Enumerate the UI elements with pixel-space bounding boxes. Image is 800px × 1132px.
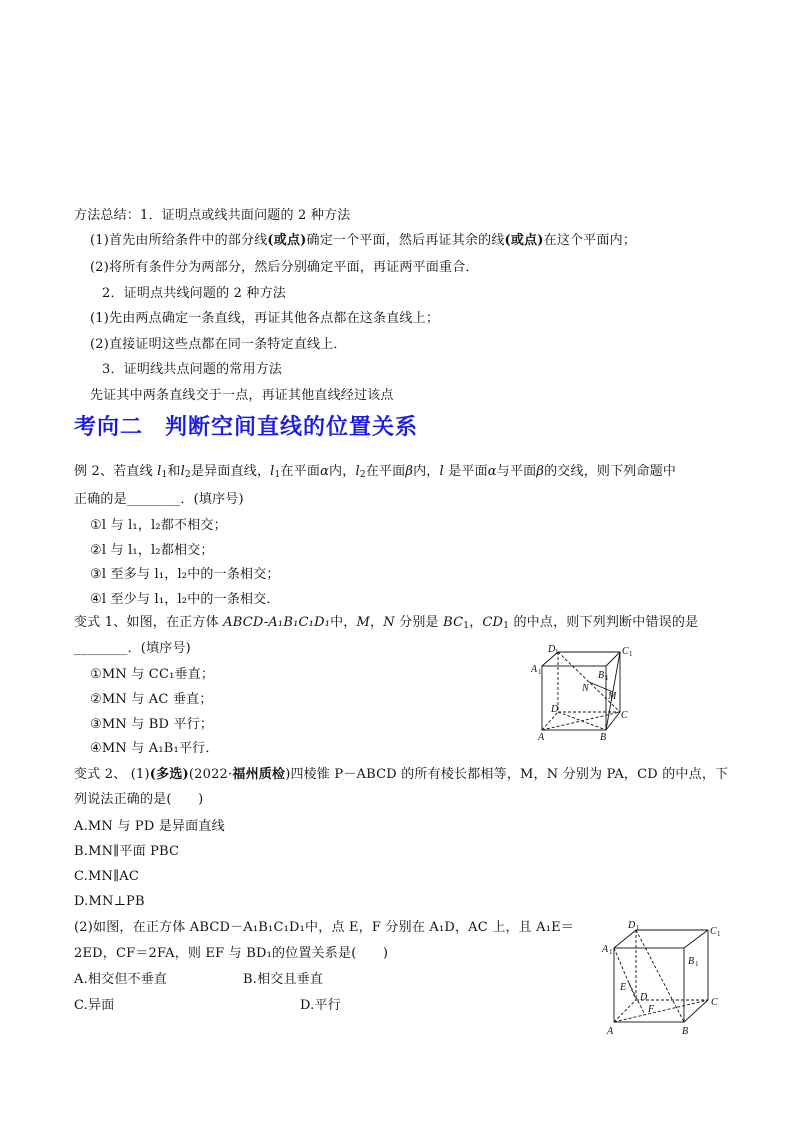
variant1-option1: ①MN 与 CC₁垂直； — [90, 667, 215, 682]
fig1-sub-A1: 1 — [538, 668, 542, 676]
variant2-q2-optionB: B.相交且垂直 — [243, 972, 324, 987]
variant1-option2: ②MN 与 AC 垂直； — [90, 692, 213, 707]
summary-point2-1: (1)先由两点确定一条直线，再证其他各点都在这条直线上； — [90, 311, 440, 326]
fig2-sub-D1: 1 — [636, 924, 640, 932]
fig2-label-E: E — [620, 982, 627, 993]
cube-figure-2 — [598, 914, 732, 1038]
variant2-q2-optionA: A.相交但不垂直 — [74, 972, 168, 987]
section-heading — [74, 414, 440, 442]
fig1-label-D1: D — [548, 644, 556, 655]
fig1-label-C: C — [621, 710, 628, 721]
fig1-label-C1: C — [622, 646, 629, 657]
fig2-label-C: C — [711, 997, 718, 1008]
summary-point3-1: 先证其中两条直线交于一点，再证其他直线经过该点 — [90, 388, 394, 403]
variant2-optionA: A.MN 与 PD 是异面直线 — [74, 819, 225, 834]
variant2-q2-line2: 2ED，CF＝2FA，则 EF 与 BD₁的位置关系是( ) — [74, 946, 389, 961]
section-title: 判断空间直线的位置关系 — [165, 415, 419, 440]
cube-figure-1 — [528, 642, 638, 744]
section-number: 考向二 — [74, 415, 144, 440]
variant2-line1: 变式 2、 (1)(多选)(2022·福州质检)四棱锥 P－ABCD 的所有棱长都相等，M，N 分别为 PA，CD 的中点，下 — [74, 767, 729, 782]
variant2-optionC: C.MN∥AC — [74, 869, 140, 884]
fig2-label-A: A — [607, 1026, 614, 1037]
summary-point2: 2．证明点共线问题的 2 种方法 — [102, 286, 287, 301]
fig1-label-A: A — [538, 732, 545, 743]
variant1-option4: ④MN 与 A₁B₁平行． — [90, 741, 219, 756]
fig1-sub-C1: 1 — [629, 650, 633, 658]
fig2-label-F: F — [648, 1004, 655, 1015]
summary-point2-2: (2)直接证明这些点都在同一条特定直线上． — [90, 337, 347, 352]
variant2-optionB: B.MN∥平面 PBC — [74, 844, 180, 859]
fig1-sub-D1: 1 — [555, 648, 559, 656]
fig1-label-B1: B — [598, 670, 605, 681]
fig2-sub-B1: 1 — [695, 960, 699, 968]
fig2-label-B: B — [682, 1026, 689, 1037]
example2-line1: 例 2、若直线 $l_1$和$l_2$是异面直线，$l_1$在平面α内，$l_2$在平面β内，l 是平面α与平面β的交线，则下列命题中 — [74, 464, 677, 480]
variant2-q2-line1: (2)如图，在正方体 ABCD－A₁B₁C₁D₁中，点 E，F 分别在 A₁D，AC 上，且 A₁E＝ — [74, 920, 575, 935]
example2-option2: ②l 与 l₁，l₂都相交； — [90, 543, 214, 558]
example2-option3: ③l 至多与 l₁，l₂中的一条相交； — [90, 567, 280, 582]
fig1-label-N: N — [582, 683, 589, 694]
variant2-q2-optionD: D.平行 — [300, 998, 341, 1013]
variant2-q2-optionC: C.异面 — [74, 998, 115, 1013]
example2-option4: ④l 至少与 l₁，l₂中的一条相交． — [90, 592, 280, 607]
example2-line2: 正确的是________．(填序号) — [74, 492, 244, 507]
fig1-sub-B1: 1 — [605, 674, 609, 682]
variant1-line2: ________．(填序号) — [74, 641, 191, 656]
fig2-sub-C1: 1 — [717, 930, 721, 938]
fig2-label-D: D — [640, 992, 648, 1003]
fig1-label-A1: A — [531, 664, 538, 675]
summary-method2: (2)将所有条件分为两部分，然后分别确定平面，再证两平面重合． — [90, 260, 479, 275]
fig1-label-M: M — [608, 691, 617, 702]
fig2-sub-A1: 1 — [609, 948, 613, 956]
summary-method1: (1)首先由所给条件中的部分线(或点)确定一个平面，然后再证其余的线(或点)在这个平面内； — [90, 233, 637, 248]
fig2-label-B1: B — [688, 956, 695, 967]
variant2-optionD: D.MN⊥PB — [74, 894, 145, 909]
variant1-line1: 变式 1、如图，在正方体 ABCD-A₁B₁C₁D₁中，M，N 分别是 $BC_1$，$CD_1$ 的中点，则下列判断中错误的是 — [74, 615, 699, 631]
fig1-label-D: D — [551, 704, 559, 715]
variant2-line2: 列说法正确的是( ) — [74, 792, 204, 807]
variant1-option3: ③MN 与 BD 平行； — [90, 717, 214, 732]
example2-option1: ①l 与 l₁，l₂都不相交； — [90, 518, 227, 533]
fig2-label-D1: D — [628, 920, 636, 931]
summary-intro: 方法总结：1．证明点或线共面问题的 2 种方法 — [74, 208, 351, 223]
fig1-label-B: B — [600, 732, 607, 743]
fig2-label-C1: C — [710, 926, 717, 937]
fig2-label-A1: A — [602, 944, 609, 955]
summary-point3: 3．证明线共点问题的常用方法 — [102, 362, 283, 377]
